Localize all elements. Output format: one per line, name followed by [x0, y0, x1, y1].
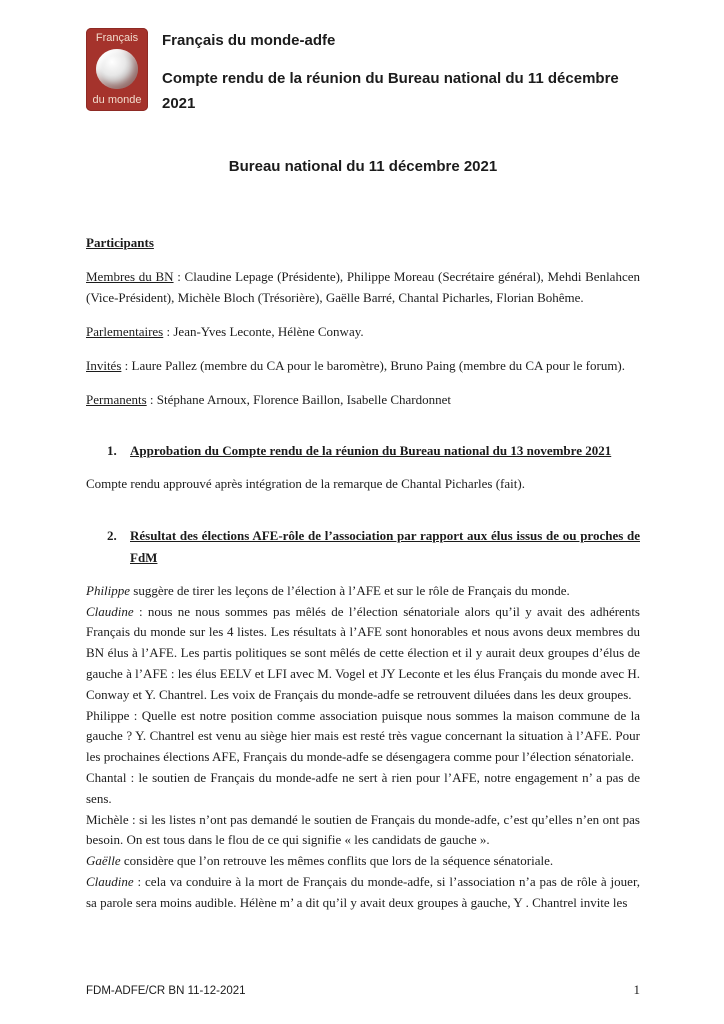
page-footer — [86, 982, 640, 998]
paragraph-text: Compte rendu approuvé après intégration de la remarque de Chantal Picharles (fait). — [86, 476, 525, 491]
paragraph — [86, 810, 640, 852]
paragraph-text: Chantal : le soutien de Français du monde-adfe ne sert à rien pour l’AFE, notre engagement n’ a pas de sens. — [86, 769, 640, 806]
participants-group-permanents — [86, 389, 640, 410]
participants-group-membres — [86, 266, 640, 308]
speaker-name: Claudine — [86, 873, 134, 889]
org-logo — [86, 28, 148, 111]
header-titles — [162, 28, 640, 116]
globe-icon — [96, 49, 138, 89]
section-1-heading — [86, 440, 640, 462]
speaker-name: Philippe — [86, 582, 131, 598]
org-title: Français du monde-adfe — [162, 32, 336, 49]
paragraph — [86, 706, 640, 768]
section-title: Approbation du Compte rendu de la réunion du Bureau national du 13 novembre 2021 — [130, 443, 612, 458]
paragraph-text: considère que l’on retrouve les mêmes conflits que lors de la séquence sénatoriale. — [120, 853, 554, 869]
participants-group-parlementaires — [86, 321, 640, 342]
participants-heading: Participants — [86, 235, 154, 250]
paragraph-text: Philippe : Quelle est notre position comme association puisque nous sommes la maison commune de la gauche ? Y. Chantrel est venu au siège hier mais est resté très vague concernant la situation à l’AFE. Pour les prochaines élections AFE, Français du monde-adfe se désengagera comme pour l’élection sénatoriale. — [86, 707, 640, 765]
section-number: 1. — [107, 443, 117, 458]
section-2-body — [86, 581, 640, 914]
group-label: Parlementaires — [86, 324, 164, 339]
document-header — [86, 28, 640, 116]
logo-text-bottom: du monde — [92, 94, 142, 106]
paragraph — [86, 768, 640, 810]
paragraph — [86, 581, 640, 602]
participants-group-invites — [86, 355, 640, 376]
section-title: Résultat des élections AFE-rôle de l’association par rapport aux élus issus de ou proches de FdM — [130, 527, 640, 565]
paragraph-text: Michèle : si les listes n’ont pas demandé le soutien de Français du monde-adfe, c’est qu’elles n’en ont pas besoin. On est tous dans le flou de ce qui signifie « les candidats de gauche ». — [86, 811, 640, 848]
speaker-name: Gaëlle — [86, 853, 121, 869]
logo-text-top: Français — [95, 32, 139, 44]
group-label: Permanents — [86, 392, 147, 407]
group-label: Invités — [86, 358, 122, 373]
paragraph — [86, 872, 640, 914]
section-2-heading — [86, 525, 640, 569]
doc-title: Compte rendu de la réunion du Bureau national du 11 décembre 2021 — [162, 70, 619, 112]
group-text: : Laure Pallez (membre du CA pour le baromètre), Bruno Paing (membre du CA pour le forum). — [121, 358, 626, 373]
speaker-name: Claudine — [86, 603, 134, 619]
paragraph-text: suggère de tirer les leçons de l’élection à l’AFE et sur le rôle de Français du monde. — [130, 582, 570, 598]
paragraph — [86, 851, 640, 872]
footer-reference: FDM-ADFE/CR BN 11-12-2021 — [86, 985, 246, 997]
paragraph — [86, 474, 640, 495]
group-text: : Jean-Yves Leconte, Hélène Conway. — [163, 324, 364, 339]
footer-page-number: 1 — [633, 982, 640, 997]
paragraph-text: : cela va conduire à la mort de Français du monde-adfe, si l’association n’a pas de rôle à jouer, sa parole sera moins audible. Hélène m’ a dit qu’il y avait deux groupes à gauche, Y . Chantrel invite les — [86, 873, 640, 910]
group-label: Membres du BN — [86, 269, 174, 284]
meeting-title: Bureau national du 11 décembre 2021 — [228, 158, 498, 175]
section-number: 2. — [107, 527, 117, 543]
paragraph — [86, 602, 640, 706]
group-text: : Stéphane Arnoux, Florence Baillon, Isabelle Chardonnet — [146, 392, 452, 407]
paragraph-text: : nous ne nous sommes pas mêlés de l’élection sénatoriale alors qu’il y avait des adhérents Français du monde sur les 4 listes. Les résultats à l’AFE sont honorables et nous avons deux membres du BN élus à l’AFE. Les partis politiques se sont mêlés de cette élection et il y aurait deux groupes d’élus de gauche à l’AFE : les élus EELV et LFI avec M. Vogel et JY Leconte et les élus Français du monde avec H. Conway et Y. Chantrel. Les voix de Français du monde-adfe se retrouvent diluées dans les deux groupes. — [86, 603, 640, 702]
group-text: : Claudine Lepage (Présidente), Philippe Moreau (Secrétaire général), Mehdi Benlahcen (Vice-Président), Michèle Bloch (Trésorière), Gaëlle Barré, Chantal Picharles, Florian Bohême. — [86, 269, 640, 305]
section-1-body — [86, 474, 640, 495]
